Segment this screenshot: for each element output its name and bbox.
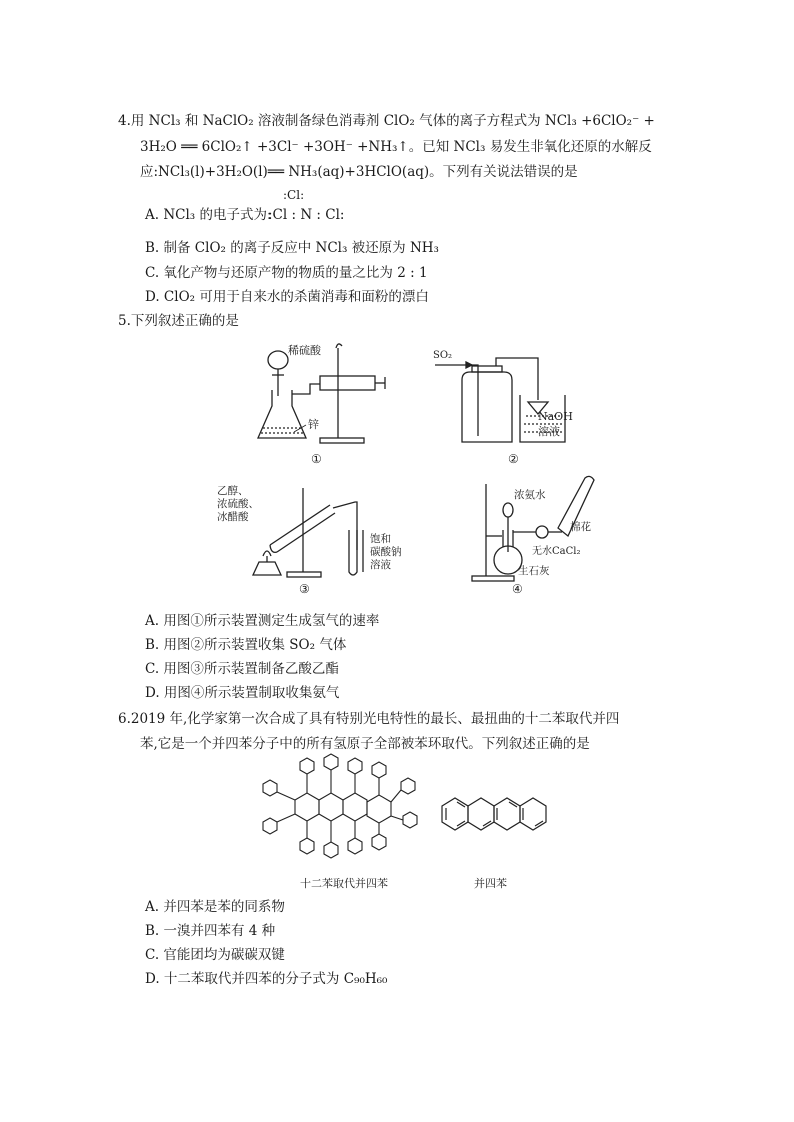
figure-1-apparatus	[250, 338, 400, 453]
dodecaphenyltetracene-structure	[255, 752, 425, 870]
label-naoh-solution: 溶液	[538, 425, 560, 438]
q6-stem-line1: 6.2019 年,化学家第一次合成了具有特别光电特性的最长、最扭曲的十二苯取代并四	[118, 711, 620, 727]
q4-stem-line3: 应:NCl₃(l)+3H₂O(l)══ NH₃(aq)+3HClO(aq)。下列有关说法错误的是	[140, 164, 578, 180]
label-naoh: NaOH	[538, 410, 573, 423]
label-quicklime: 生石灰	[518, 565, 550, 577]
q6-option-c: C. 官能团均为碳碳双键	[145, 947, 285, 963]
label-saturated: 饱和	[370, 533, 391, 545]
q5-option-c: C. 用图③所示装置制备乙酸乙酯	[145, 661, 339, 677]
q4-stem-line1: 4.用 NCl₃ 和 NaClO₂ 溶液制备绿色消毒剂 ClO₂ 气体的离子方程式为 NCl₃ +6ClO₂⁻ +	[118, 113, 655, 129]
q4-option-b: B. 制备 ClO₂ 的离子反应中 NCl₃ 被还原为 NH₃	[145, 240, 439, 256]
label-conc-sulfuric: 浓硫酸、	[217, 498, 259, 510]
figure-1-number: ①	[311, 452, 322, 466]
tetracene-structure	[438, 788, 568, 838]
caption-tetracene: 并四苯	[474, 877, 507, 890]
figure-4-number: ④	[512, 582, 523, 596]
figure-2-apparatus	[430, 340, 580, 450]
q4-option-c: C. 氧化产物与还原产物的物质的量之比为 2 : 1	[145, 265, 428, 281]
q5-option-d: D. 用图④所示装置制取收集氨气	[145, 685, 340, 701]
figure-4-apparatus	[470, 470, 610, 582]
label-sodium-carbonate: 碳酸钠	[370, 546, 402, 558]
label-cotton: 棉花	[570, 521, 591, 533]
label-anhydrous-cacl2: 无水CaCl₂	[532, 546, 581, 557]
lewis-top-cl: :Cl:	[283, 188, 305, 202]
figure-3-number: ③	[299, 582, 310, 596]
label-dilute-sulfuric-acid: 稀硫酸	[288, 344, 321, 357]
label-solution: 溶液	[370, 559, 391, 571]
label-zinc: 锌	[308, 418, 319, 431]
q6-option-d: D. 十二苯取代并四苯的分子式为 C₉₀H₆₀	[145, 971, 388, 987]
caption-dodecaphenyltetracene: 十二苯取代并四苯	[300, 877, 388, 890]
q6-option-a: A. 并四苯是苯的同系物	[145, 899, 285, 915]
figure-2-number: ②	[508, 452, 519, 466]
q4-option-a: A. NCl₃ 的电子式为:	[145, 207, 272, 223]
lewis-row: :Cl : N : Cl:	[268, 207, 345, 223]
q6-option-b: B. 一溴并四苯有 4 种	[145, 923, 276, 939]
q5-stem: 5.下列叙述正确的是	[118, 313, 239, 329]
q6-stem-line2: 苯,它是一个并四苯分子中的所有氢原子全部被苯环取代。下列叙述正确的是	[140, 736, 590, 752]
label-so2: SO₂	[433, 350, 453, 361]
q5-option-a: A. 用图①所示装置测定生成氢气的速率	[145, 613, 380, 629]
q4-option-d: D. ClO₂ 可用于自来水的杀菌消毒和面粉的漂白	[145, 289, 429, 305]
label-ethanol: 乙醇、	[217, 485, 249, 497]
figure-3-apparatus	[215, 480, 415, 580]
label-acetic-acid: 冰醋酸	[217, 511, 249, 523]
q4-stem-line2: 3H₂O ══ 6ClO₂↑ +3Cl⁻ +3OH⁻ +NH₃↑。已知 NCl₃ 易发生非氧化还原的水解反	[140, 139, 652, 155]
label-conc-ammonia: 浓氨水	[514, 489, 546, 501]
q5-option-b: B. 用图②所示装置收集 SO₂ 气体	[145, 637, 347, 653]
